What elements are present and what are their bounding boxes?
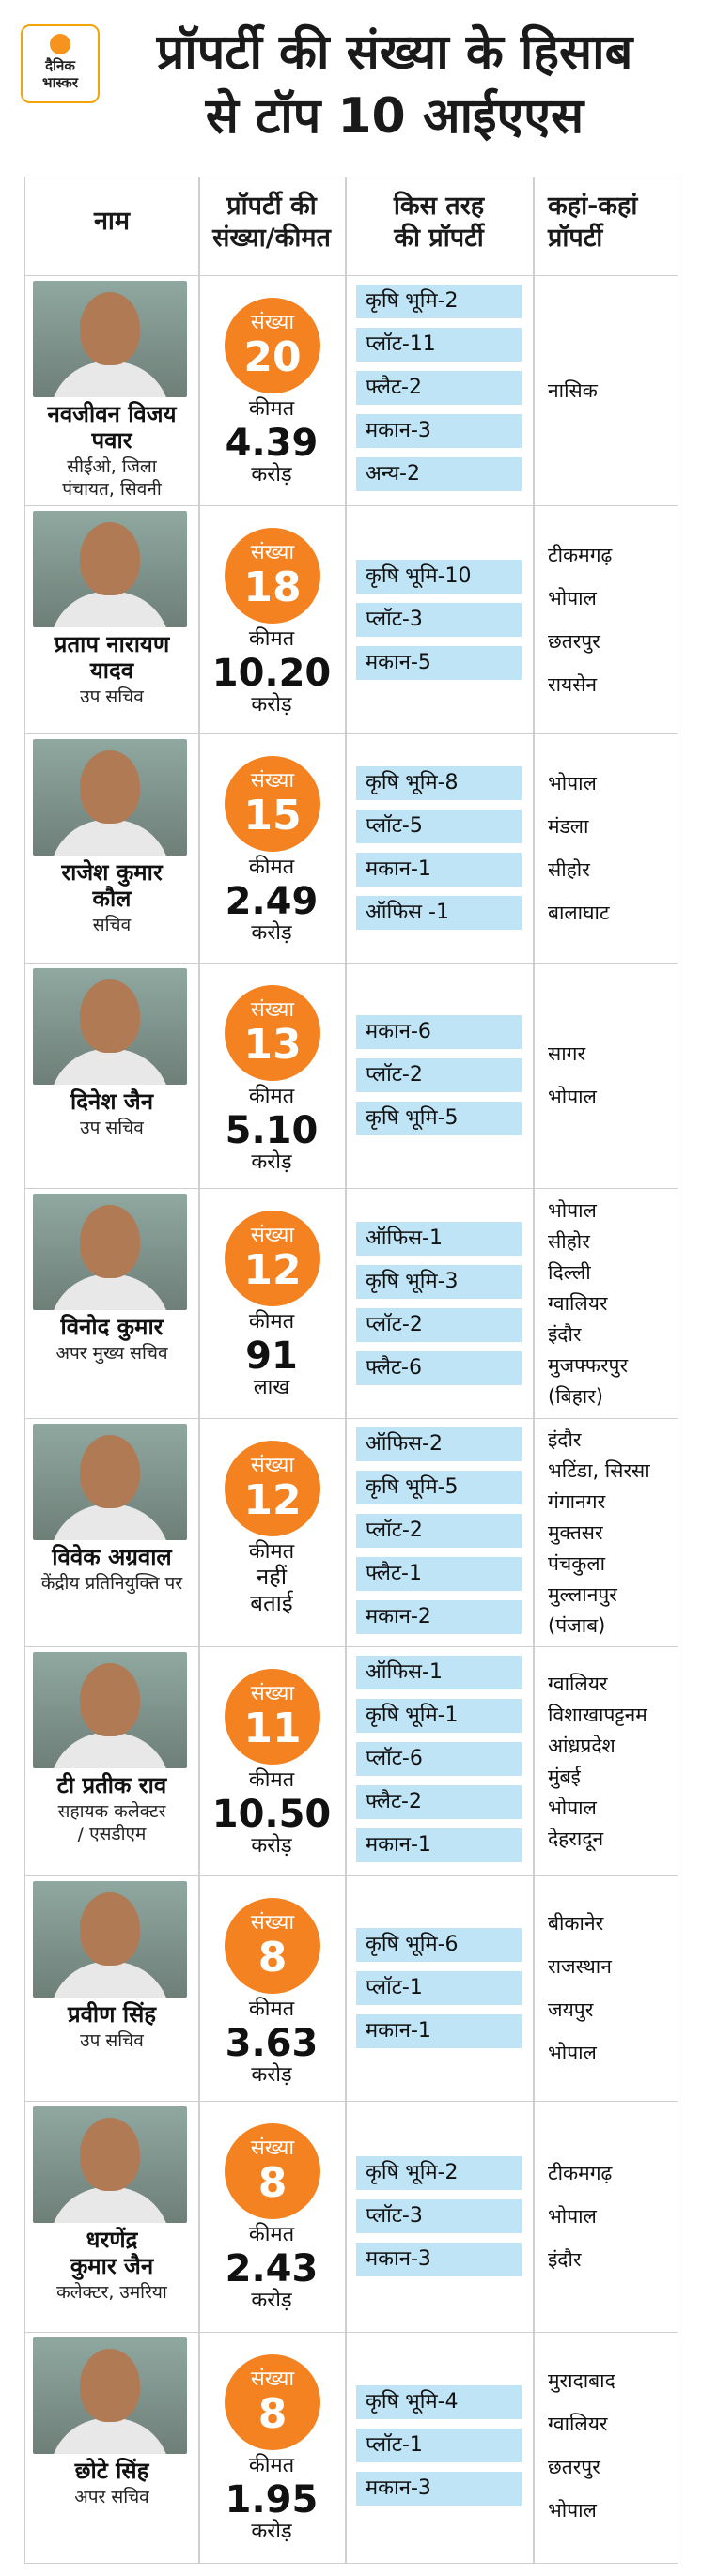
price-unit: करोड़ bbox=[251, 2063, 292, 2087]
property-location: टीकमगढ़ bbox=[548, 544, 613, 566]
price-label: कीमत bbox=[248, 1998, 295, 2021]
logo-line-1: दैनिक bbox=[45, 57, 75, 74]
table-row bbox=[25, 1418, 678, 1647]
property-type-tag: प्लॉट-2 bbox=[356, 1514, 522, 1548]
photo-head-shape bbox=[80, 1205, 140, 1278]
officer-role: पंचायत, सिवनी bbox=[62, 479, 162, 500]
property-price: 4.39 bbox=[225, 422, 319, 465]
photo-head-shape bbox=[80, 2118, 140, 2191]
officer-name: प्रताप नारायण bbox=[54, 631, 170, 657]
property-type-tag: मकान-1 bbox=[356, 2014, 522, 2048]
property-type-tag: प्लॉट-2 bbox=[356, 1308, 522, 1342]
property-location: ग्वालियर bbox=[548, 1673, 608, 1695]
header bbox=[0, 0, 701, 169]
officer-photo bbox=[33, 1652, 187, 1768]
count-label: संख्या bbox=[250, 998, 295, 1022]
property-type-tag: प्लॉट-3 bbox=[356, 2199, 522, 2233]
property-location: इंदौर bbox=[548, 1428, 582, 1451]
property-type-tag: कृषि भूमि-2 bbox=[356, 2156, 522, 2190]
officer-name: प्रवीण सिंह bbox=[67, 2001, 157, 2028]
officer-role: सचिव bbox=[92, 915, 132, 935]
photo-body-shape bbox=[50, 362, 170, 397]
photo-body-shape bbox=[50, 1733, 170, 1768]
count-badge bbox=[225, 1898, 320, 1994]
price-label: कीमत bbox=[248, 397, 295, 421]
property-type-tag: कृषि भूमि-5 bbox=[356, 1102, 522, 1135]
property-type-tag: प्लॉट-1 bbox=[356, 2429, 522, 2462]
property-location: भोपाल bbox=[548, 2205, 597, 2228]
price-unit: करोड़ bbox=[251, 693, 292, 717]
property-count: 13 bbox=[243, 1021, 302, 1069]
property-location: भोपाल bbox=[548, 1797, 597, 1819]
property-location: इंदौर bbox=[548, 1323, 582, 1346]
property-price: बताई bbox=[250, 1590, 293, 1616]
dainik-bhaskar-logo bbox=[21, 24, 100, 103]
table-row bbox=[25, 963, 678, 1189]
property-location: बालाघाट bbox=[548, 902, 610, 924]
table-row bbox=[25, 505, 678, 734]
photo-head-shape bbox=[80, 1892, 140, 1966]
property-location: सागर bbox=[548, 1042, 586, 1065]
photo-head-shape bbox=[80, 750, 140, 824]
price-label: कीमत bbox=[248, 856, 295, 879]
property-type-tag: फ्लैट-2 bbox=[356, 371, 522, 405]
property-type-tag: कृषि भूमि-4 bbox=[356, 2385, 522, 2419]
photo-head-shape bbox=[80, 979, 140, 1053]
officer-name: कुमार जैन bbox=[70, 2253, 154, 2279]
header-location bbox=[548, 191, 676, 255]
property-location: मुजफ्फरपुर bbox=[548, 1354, 629, 1377]
officer-role: उप सचिव bbox=[80, 2030, 144, 2051]
price-unit: करोड़ bbox=[251, 1150, 292, 1174]
officer-photo bbox=[33, 968, 187, 1085]
count-badge bbox=[225, 756, 320, 852]
property-location: मुक्तसर bbox=[548, 1521, 603, 1544]
officer-name: विनोद कुमार bbox=[60, 1314, 164, 1340]
header-type bbox=[345, 191, 533, 255]
property-type-tag: मकान-6 bbox=[356, 1015, 522, 1049]
count-label: संख्या bbox=[250, 541, 295, 564]
price-unit: करोड़ bbox=[251, 2289, 292, 2312]
photo-body-shape bbox=[50, 2187, 170, 2223]
property-type-tag: कृषि भूमि-10 bbox=[356, 560, 522, 594]
property-type-tag: फ्लैट-1 bbox=[356, 1557, 522, 1591]
title-line-2: से टॉप 10 आईएएस bbox=[205, 88, 584, 145]
property-type-tag: प्लॉट-2 bbox=[356, 1058, 522, 1092]
price-unit: करोड़ bbox=[251, 921, 292, 945]
officer-role: उप सचिव bbox=[80, 686, 144, 707]
property-type-tag: फ्लैट-2 bbox=[356, 1785, 522, 1819]
table-header-row bbox=[25, 177, 678, 276]
header-name: नाम bbox=[93, 207, 131, 236]
property-type-tag: मकान-5 bbox=[356, 646, 522, 680]
property-location: नासिक bbox=[548, 379, 598, 402]
count-label: संख्या bbox=[250, 1454, 295, 1477]
officer-name: दिनेश जैन bbox=[70, 1088, 154, 1115]
photo-body-shape bbox=[50, 1274, 170, 1310]
property-location: रायसेन bbox=[548, 673, 598, 696]
property-count: 8 bbox=[257, 2390, 288, 2438]
price-label: कीमत bbox=[248, 627, 295, 651]
property-location: दिल्ली bbox=[548, 1261, 591, 1284]
officer-name: छोटे सिंह bbox=[74, 2458, 149, 2484]
table-row bbox=[25, 1188, 678, 1419]
property-type-tag: ऑफिस -1 bbox=[356, 896, 522, 930]
property-type-tag: मकान-3 bbox=[356, 2472, 522, 2506]
property-location: बीकानेर bbox=[548, 1912, 604, 1935]
photo-head-shape bbox=[80, 2349, 140, 2422]
officer-photo bbox=[33, 1194, 187, 1310]
count-badge bbox=[225, 1441, 320, 1536]
count-label: संख्या bbox=[250, 2368, 295, 2391]
table-row bbox=[25, 1875, 678, 2102]
count-badge bbox=[225, 298, 320, 393]
officer-role: उप सचिव bbox=[80, 1118, 144, 1138]
count-badge bbox=[225, 1211, 320, 1306]
price-label: कीमत bbox=[248, 2223, 295, 2246]
property-type-tag: कृषि भूमि-2 bbox=[356, 285, 522, 318]
property-type-tag: कृषि भूमि-6 bbox=[356, 1928, 522, 1962]
property-price: 10.20 bbox=[211, 652, 332, 695]
photo-body-shape bbox=[50, 1049, 170, 1085]
photo-body-shape bbox=[50, 1504, 170, 1540]
officer-photo bbox=[33, 2106, 187, 2223]
price-unit: लाख bbox=[253, 1376, 290, 1399]
property-location: भटिंडा, सिरसा bbox=[548, 1459, 650, 1482]
count-label: संख्या bbox=[250, 769, 295, 793]
header-count-price-line-2: संख्या/कीमत bbox=[212, 224, 331, 253]
property-type-tag: ऑफिस-2 bbox=[356, 1427, 522, 1461]
property-location: सीहोर bbox=[548, 1230, 590, 1253]
photo-head-shape bbox=[80, 522, 140, 595]
photo-body-shape bbox=[50, 592, 170, 627]
officer-photo bbox=[33, 281, 187, 397]
property-type-tag: मकान-2 bbox=[356, 1600, 522, 1634]
officer-photo bbox=[33, 739, 187, 856]
table-row bbox=[25, 2101, 678, 2333]
photo-body-shape bbox=[50, 2418, 170, 2454]
property-location: (पंजाब) bbox=[548, 1614, 606, 1637]
property-location: मुरादाबाद bbox=[548, 2369, 615, 2392]
officer-name: विवेक अग्रवाल bbox=[52, 1544, 172, 1570]
property-type-tag: मकान-3 bbox=[356, 2243, 522, 2276]
property-price: 10.50 bbox=[211, 1793, 332, 1836]
officer-photo bbox=[33, 511, 187, 627]
property-price: 2.43 bbox=[225, 2247, 319, 2291]
price-unit: करोड़ bbox=[251, 463, 292, 486]
officer-name: पवार bbox=[91, 427, 132, 454]
property-location: पंचकुला bbox=[548, 1552, 606, 1575]
header-count-price-line-1: प्रॉपर्टी की bbox=[226, 192, 317, 221]
officer-photo bbox=[33, 1881, 187, 1998]
property-location: ग्वालियर bbox=[548, 1292, 608, 1315]
photo-body-shape bbox=[50, 1962, 170, 1998]
officer-name: राजेश कुमार bbox=[61, 859, 163, 886]
property-location: राजस्थान bbox=[548, 1955, 612, 1978]
count-label: संख्या bbox=[250, 311, 295, 334]
officers-table bbox=[24, 177, 678, 2564]
property-location: मंडला bbox=[548, 815, 589, 838]
price-unit: करोड़ bbox=[251, 1834, 292, 1858]
count-label: संख्या bbox=[250, 1682, 295, 1705]
property-count: 12 bbox=[243, 1476, 302, 1524]
property-type-tag: कृषि भूमि-1 bbox=[356, 1699, 522, 1733]
officer-name: यादव bbox=[89, 657, 134, 684]
property-location: ग्वालियर bbox=[548, 2413, 608, 2435]
officer-role: केंद्रीय प्रतिनियुक्ति पर bbox=[40, 1573, 183, 1594]
price-unit: करोड़ bbox=[251, 2520, 292, 2543]
officer-name: कौल bbox=[92, 886, 132, 912]
count-badge bbox=[225, 985, 320, 1081]
price-label: कीमत bbox=[248, 2454, 295, 2477]
property-location: भोपाल bbox=[548, 2499, 597, 2522]
property-type-tag: मकान-3 bbox=[356, 414, 522, 448]
property-count: 18 bbox=[243, 563, 302, 611]
property-location: भोपाल bbox=[548, 772, 597, 794]
property-location: भोपाल bbox=[548, 1199, 597, 1222]
property-location: मुंबई bbox=[548, 1766, 581, 1788]
property-count: 8 bbox=[257, 1934, 288, 1982]
property-type-tag: प्लॉट-5 bbox=[356, 810, 522, 843]
price-label: कीमत bbox=[248, 1768, 295, 1792]
property-count: 8 bbox=[257, 2159, 288, 2207]
table-row bbox=[25, 2332, 678, 2559]
count-badge bbox=[225, 1669, 320, 1765]
property-price: 5.10 bbox=[225, 1109, 319, 1152]
table-row bbox=[25, 1646, 678, 1876]
price-label: कीमत bbox=[248, 1085, 295, 1108]
property-location: टीकमगढ़ bbox=[548, 2162, 613, 2184]
header-count-price bbox=[198, 191, 345, 255]
property-location: भोपाल bbox=[548, 587, 597, 609]
count-label: संख्या bbox=[250, 2136, 295, 2160]
property-type-tag: मकान-1 bbox=[356, 1828, 522, 1862]
photo-head-shape bbox=[80, 1663, 140, 1736]
table-row bbox=[25, 733, 678, 964]
property-location: भोपाल bbox=[548, 2042, 597, 2064]
logo-line-2: भास्कर bbox=[42, 74, 78, 91]
officer-role: अपर मुख्य सचिव bbox=[55, 1343, 168, 1364]
officer-role: कलेक्टर, उमरिया bbox=[56, 2282, 167, 2303]
title-line-1: प्रॉपर्टी की संख्या के हिसाब bbox=[156, 24, 633, 81]
page-title bbox=[103, 21, 686, 148]
header-type-line-1: किस तरह bbox=[393, 192, 485, 221]
officer-photo bbox=[33, 1424, 187, 1540]
property-price: 2.49 bbox=[225, 880, 319, 923]
property-count: 15 bbox=[243, 792, 302, 840]
property-type-tag: फ्लैट-6 bbox=[356, 1351, 522, 1385]
officer-name: धरणेंद्र bbox=[86, 2227, 138, 2253]
property-location: सीहोर bbox=[548, 858, 590, 881]
property-location: (बिहार) bbox=[548, 1385, 603, 1408]
officer-role: अपर सचिव bbox=[74, 2487, 149, 2507]
photo-head-shape bbox=[80, 292, 140, 365]
property-location: इंदौर bbox=[548, 2248, 582, 2271]
property-price: नहीं bbox=[256, 1564, 288, 1590]
price-label: कीमत bbox=[248, 1540, 295, 1564]
property-type-tag: कृषि भूमि-5 bbox=[356, 1471, 522, 1504]
property-type-tag: ऑफिस-1 bbox=[356, 1656, 522, 1689]
property-location: जयपुर bbox=[548, 1998, 594, 2021]
property-location: मुल्लानपुर bbox=[548, 1583, 617, 1606]
property-type-tag: प्लॉट-3 bbox=[356, 603, 522, 637]
photo-head-shape bbox=[80, 1435, 140, 1508]
property-type-tag: मकान-1 bbox=[356, 853, 522, 887]
property-type-tag: अन्य-2 bbox=[356, 457, 522, 491]
count-badge bbox=[225, 2354, 320, 2450]
count-badge bbox=[225, 528, 320, 624]
property-type-tag: प्लॉट-6 bbox=[356, 1742, 522, 1776]
property-count: 12 bbox=[243, 1246, 302, 1294]
property-price: 3.63 bbox=[225, 2022, 319, 2065]
officer-role: / एसडीएम bbox=[77, 1824, 147, 1844]
property-type-tag: ऑफिस-1 bbox=[356, 1222, 522, 1256]
header-type-line-2: की प्रॉपर्टी bbox=[394, 224, 484, 253]
price-label: कीमत bbox=[248, 1310, 295, 1334]
property-location: गंगानगर bbox=[548, 1490, 606, 1513]
header-location-line-2: प्रॉपर्टी bbox=[548, 224, 603, 253]
property-type-tag: प्लॉट-11 bbox=[356, 328, 522, 362]
header-location-line-1: कहां-कहां bbox=[548, 192, 638, 221]
property-location: छतरपुर bbox=[548, 2456, 600, 2478]
property-location: भोपाल bbox=[548, 1086, 597, 1108]
officer-name: नवजीवन विजय bbox=[47, 401, 177, 427]
property-type-tag: कृषि भूमि-8 bbox=[356, 766, 522, 800]
officer-role: सीईओ, जिला bbox=[67, 456, 157, 477]
property-location: विशाखापट्टनम bbox=[548, 1704, 647, 1726]
property-location: छतरपुर bbox=[548, 630, 600, 653]
photo-body-shape bbox=[50, 820, 170, 856]
officer-photo bbox=[33, 2337, 187, 2454]
property-price: 91 bbox=[245, 1334, 298, 1378]
property-type-tag: कृषि भूमि-3 bbox=[356, 1265, 522, 1299]
property-count: 11 bbox=[243, 1704, 302, 1752]
count-badge bbox=[225, 2123, 320, 2219]
property-price: 1.95 bbox=[225, 2478, 319, 2522]
property-location: देहरादून bbox=[548, 1828, 604, 1850]
count-label: संख्या bbox=[250, 1224, 295, 1247]
property-type-tag: प्लॉट-1 bbox=[356, 1971, 522, 2005]
officer-name: टी प्रतीक राव bbox=[56, 1772, 167, 1798]
table-row bbox=[25, 275, 678, 506]
count-label: संख्या bbox=[250, 1911, 295, 1935]
property-count: 20 bbox=[243, 333, 302, 381]
officer-role: सहायक कलेक्टर bbox=[57, 1801, 166, 1822]
sun-icon bbox=[50, 34, 70, 54]
property-location: आंध्रप्रदेश bbox=[548, 1735, 615, 1757]
